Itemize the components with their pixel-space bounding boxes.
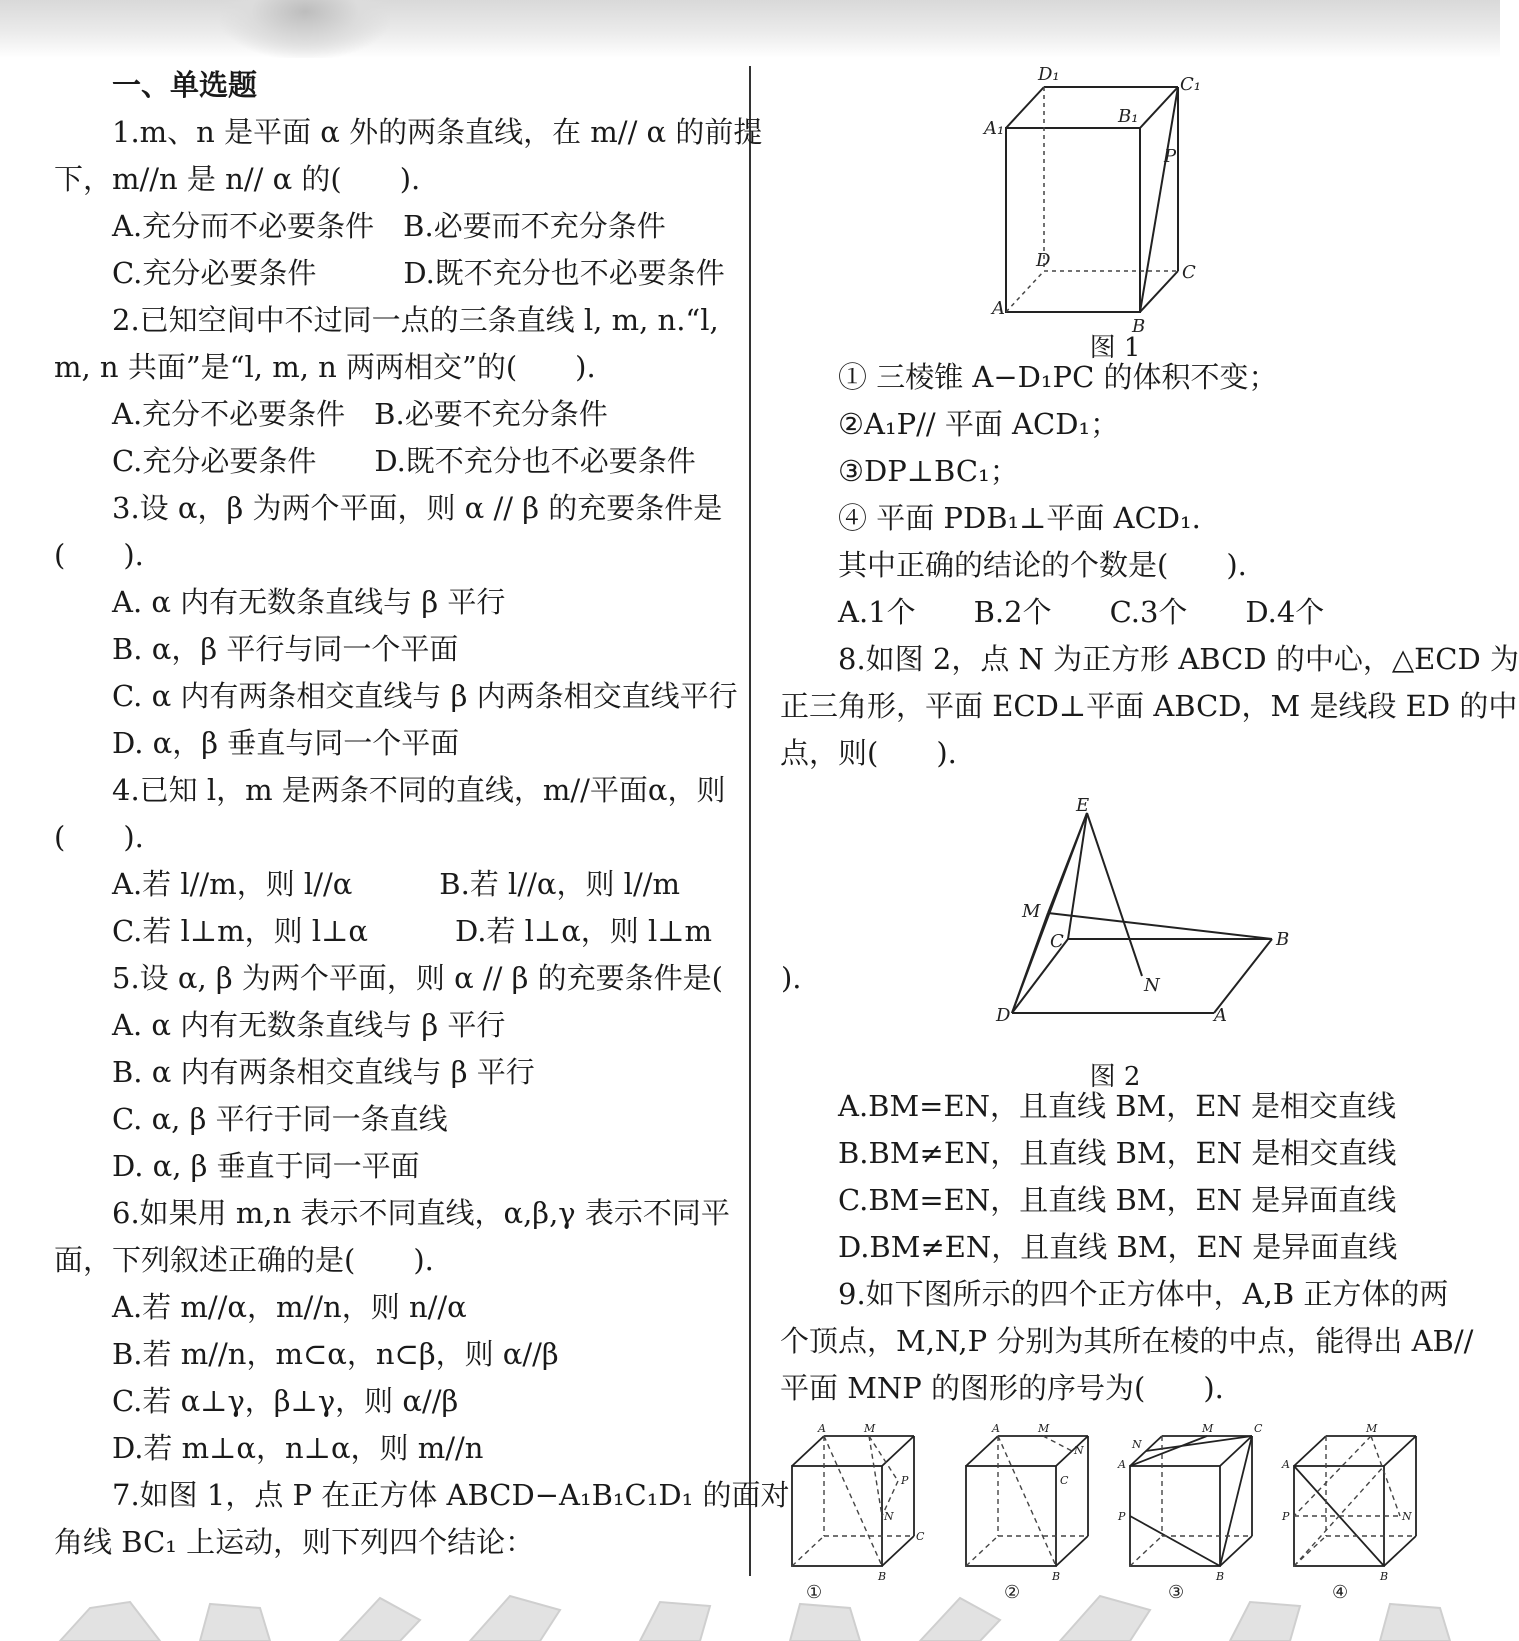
left-line-21: B. α 内有两条相交直线与 β 平行 bbox=[112, 1055, 535, 1089]
c1-label-B: B bbox=[878, 1570, 887, 1583]
right-top-line-6: 8.如图 2，点 N 为正方形 ABCD 的中心，△ECD 为 bbox=[838, 642, 1519, 676]
figure-2-caption: 图 2 bbox=[1089, 1062, 1141, 1092]
c3-label-M: M bbox=[1202, 1422, 1214, 1435]
label-P: P bbox=[1164, 146, 1177, 167]
left-line-14: D. α，β 垂直与同一个平面 bbox=[112, 726, 460, 760]
label-B: B bbox=[1132, 316, 1146, 337]
figure-2-pyramid bbox=[780, 777, 1450, 1043]
left-line-0: 一、单选题 bbox=[112, 68, 258, 102]
left-line-6: m, n 共面”是“l, m, n 两两相交”的( ). bbox=[54, 350, 596, 384]
figure-1-caption: 图 1 bbox=[1089, 333, 1141, 363]
right-column bbox=[780, 62, 1519, 1618]
c1-label-P: P bbox=[901, 1474, 909, 1487]
label-M: M bbox=[1022, 901, 1041, 922]
c3-label-N: N bbox=[1132, 1438, 1142, 1451]
left-line-27: B.若 m//n，m⊂α，n⊂β，则 α//β bbox=[112, 1337, 559, 1371]
right-bottom-line-1: B.BM≠EN，且直线 BM，EN 是相交直线 bbox=[838, 1136, 1397, 1170]
left-line-18: C.若 l⊥m，则 l⊥α D.若 l⊥α，则 l⊥m bbox=[112, 914, 713, 948]
right-bottom-line-2: C.BM=EN，且直线 BM，EN 是异面直线 bbox=[838, 1183, 1397, 1217]
left-line-30: 7.如图 1，点 P 在正方体 ABCD−A₁B₁C₁D₁ 的面对 bbox=[112, 1478, 790, 1512]
left-line-22: C. α, β 平行于同一条直线 bbox=[112, 1102, 448, 1136]
column-divider bbox=[749, 66, 751, 1576]
c4-label-P: P bbox=[1282, 1510, 1290, 1523]
left-line-29: D.若 m⊥α，n⊥α，则 m//n bbox=[112, 1431, 484, 1465]
left-line-19: 5.设 α, β 为两个平面，则 α // β 的充要条件是( ). bbox=[112, 961, 802, 995]
c1-label-N: N bbox=[884, 1510, 894, 1523]
label-C1: C₁ bbox=[1180, 74, 1201, 95]
label-D: D bbox=[996, 1005, 1011, 1026]
right-top-line-3: ④ 平面 PDB₁⊥平面 ACD₁. bbox=[838, 501, 1201, 535]
bottom-decoration bbox=[0, 1590, 1500, 1641]
label-A1: A₁ bbox=[984, 118, 1005, 139]
cube-number-1: ① bbox=[806, 1582, 823, 1603]
c3-label-C: C bbox=[1254, 1422, 1263, 1435]
c4-label-B: B bbox=[1380, 1570, 1389, 1583]
label-A: A bbox=[1214, 1005, 1227, 1026]
left-line-24: 6.如果用 m,n 表示不同直线，α,β,γ 表示不同平 bbox=[112, 1196, 730, 1230]
c2-label-B: B bbox=[1052, 1570, 1061, 1583]
c2-label-M: M bbox=[1038, 1422, 1050, 1435]
cube-number-4: ④ bbox=[1332, 1582, 1349, 1603]
c3-label-A: A bbox=[1118, 1458, 1126, 1471]
c1-label-M: M bbox=[864, 1422, 876, 1435]
left-line-8: C.充分必要条件 D.既不充分也不必要条件 bbox=[112, 444, 696, 478]
left-line-11: A. α 内有无数条直线与 β 平行 bbox=[112, 585, 506, 619]
right-bottom-line-3: D.BM≠EN，且直线 BM，EN 是异面直线 bbox=[838, 1230, 1398, 1264]
cube-number-2: ② bbox=[1004, 1582, 1021, 1603]
c4-label-N: N bbox=[1402, 1510, 1412, 1523]
left-line-7: A.充分不必要条件 B.必要不充分条件 bbox=[112, 397, 608, 431]
left-line-12: B. α，β 平行与同一个平面 bbox=[112, 632, 459, 666]
left-line-10: ( ). bbox=[54, 538, 144, 572]
left-line-28: C.若 α⊥γ，β⊥γ，则 α//β bbox=[112, 1384, 459, 1418]
left-line-23: D. α, β 垂直于同一平面 bbox=[112, 1149, 420, 1183]
left-line-17: A.若 l//m，则 l//α B.若 l//α，则 l//m bbox=[112, 867, 680, 901]
label-D1: D₁ bbox=[1038, 64, 1060, 85]
cube-number-3: ③ bbox=[1168, 1582, 1185, 1603]
label-A: A bbox=[992, 298, 1005, 319]
right-top-line-7: 正三角形，平面 ECD⊥平面 ABCD，M 是线段 ED 的中 bbox=[780, 689, 1518, 723]
left-line-3: A.充分而不必要条件 B.必要而不充分条件 bbox=[112, 209, 666, 243]
right-top-line-2: ③DP⊥BC₁； bbox=[838, 454, 1019, 488]
flower-decoration bbox=[220, 0, 390, 58]
c2-label-N: N bbox=[1074, 1444, 1084, 1457]
c4-label-A: A bbox=[1282, 1458, 1290, 1471]
label-N: N bbox=[1144, 975, 1160, 996]
right-bottom-line-4: 9.如下图所示的四个正方体中，A,B 正方体的两 bbox=[838, 1277, 1449, 1311]
left-column bbox=[54, 62, 802, 1566]
left-line-4: C.充分必要条件 D.既不充分也不必要条件 bbox=[112, 256, 725, 290]
left-line-16: ( ). bbox=[54, 820, 144, 854]
c1-label-A: A bbox=[818, 1422, 826, 1435]
left-line-15: 4.已知 l，m 是两条不同的直线，m//平面α，则 bbox=[112, 773, 726, 807]
right-top-line-1: ②A₁P// 平面 ACD₁； bbox=[838, 407, 1120, 441]
figure-1 bbox=[780, 62, 1450, 363]
right-bottom-line-5: 个顶点，M,N,P 分别为其所在棱的中点，能得出 AB// bbox=[780, 1324, 1474, 1358]
right-top-line-8: 点，则( ). bbox=[780, 736, 957, 770]
figure-1-cube bbox=[780, 62, 1450, 337]
right-bottom-line-0: A.BM=EN，且直线 BM，EN 是相交直线 bbox=[838, 1089, 1396, 1123]
left-line-13: C. α 内有两条相交直线与 β 内两条相交直线平行 bbox=[112, 679, 738, 713]
top-banner bbox=[0, 0, 1500, 58]
label-B: B bbox=[1276, 929, 1290, 950]
right-top-text bbox=[780, 354, 1519, 777]
left-line-31: 角线 BC₁ 上运动，则下列四个结论： bbox=[54, 1525, 535, 1559]
c3-label-B: B bbox=[1216, 1570, 1225, 1583]
left-line-5: 2.已知空间中不过同一点的三条直线 l, m, n.“l, bbox=[112, 303, 719, 337]
left-line-1: 1.m、n 是平面 α 外的两条直线，在 m// α 的前提 bbox=[112, 115, 763, 149]
right-top-line-0: ① 三棱锥 A−D₁PC 的体积不变； bbox=[838, 360, 1278, 394]
label-E: E bbox=[1076, 795, 1090, 816]
c1-label-C: C bbox=[916, 1530, 925, 1543]
c2-label-A: A bbox=[992, 1422, 1000, 1435]
right-top-line-5: A.1个 B.2个 C.3个 D.4个 bbox=[838, 595, 1325, 629]
right-bottom-line-6: 平面 MNP 的图形的序号为( ). bbox=[780, 1371, 1224, 1405]
c4-label-M: M bbox=[1366, 1422, 1378, 1435]
label-C: C bbox=[1182, 262, 1196, 283]
c2-label-C: C bbox=[1060, 1474, 1069, 1487]
left-line-20: A. α 内有无数条直线与 β 平行 bbox=[112, 1008, 506, 1042]
right-top-line-4: 其中正确的结论的个数是( ). bbox=[838, 548, 1247, 582]
figure-2 bbox=[780, 777, 1450, 1092]
right-bottom-text bbox=[780, 1083, 1474, 1412]
left-line-26: A.若 m//α，m//n，则 n//α bbox=[112, 1290, 467, 1324]
left-line-25: 面，下列叙述正确的是( ). bbox=[54, 1243, 434, 1277]
left-line-2: 下，m//n 是 n// α 的( ). bbox=[54, 162, 421, 196]
question-9-cubes bbox=[780, 1418, 1450, 1604]
c3-label-P: P bbox=[1118, 1510, 1126, 1523]
label-B1: B₁ bbox=[1118, 106, 1139, 127]
label-C: C bbox=[1050, 931, 1064, 952]
left-line-9: 3.设 α，β 为两个平面，则 α // β 的充要条件是 bbox=[112, 491, 723, 525]
label-D: D bbox=[1036, 250, 1051, 271]
